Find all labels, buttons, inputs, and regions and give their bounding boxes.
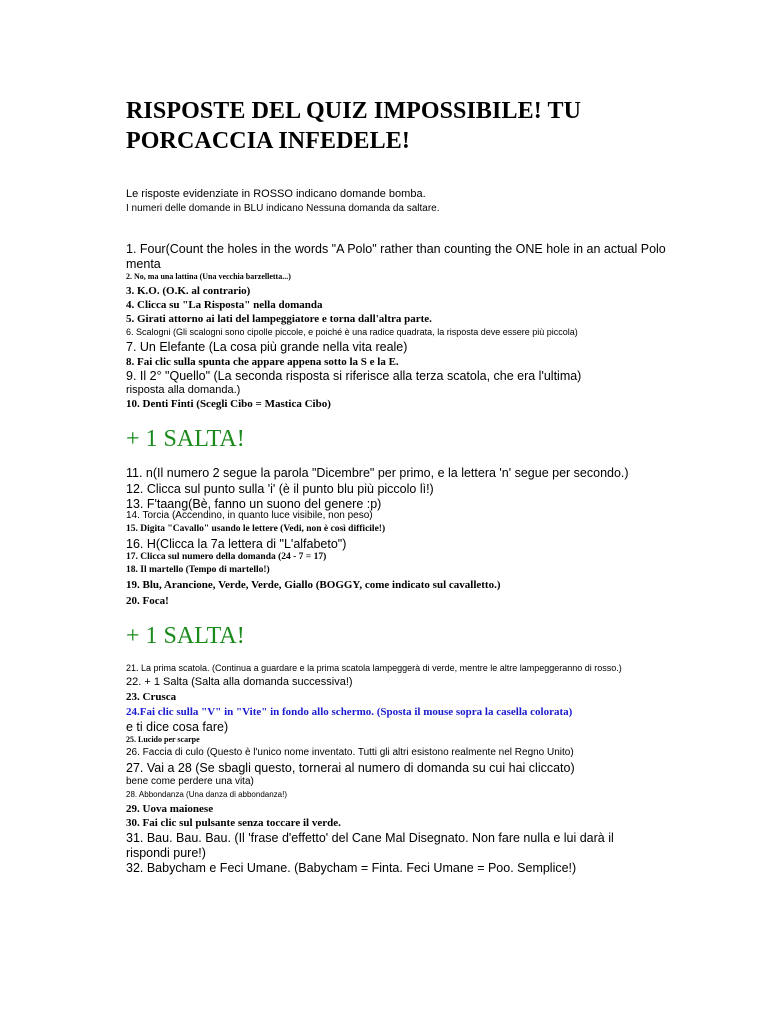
answer-line: 10. Denti Finti (Scegli Cibo = Mastica Cibo)	[126, 398, 331, 410]
document-title-line-2: PORCACCIA INFEDELE!	[126, 128, 410, 154]
answer-line: 11. n(Il numero 2 segue la parola "Dicembre" per primo, e la lettera 'n' segue per secondo.)	[126, 466, 629, 480]
answer-line: 2. No, ma una lattina (Una vecchia barzelletta...)	[126, 272, 291, 281]
answer-line: 14. Torcia (Accendino, in quanto luce visibile, non peso)	[126, 510, 373, 521]
intro-line: I numeri delle domande in BLU indicano Nessuna domanda da saltare.	[126, 203, 440, 214]
answer-line: 22. + 1 Salta (Salta alla domanda successiva!)	[126, 676, 353, 688]
answer-line: 18. Il martello (Tempo di martello!)	[126, 565, 270, 575]
answer-line: 8. Fai clic sulla spunta che appare appena sotto la S e la E.	[126, 356, 399, 368]
answer-line: 4. Clicca su "La Risposta" nella domanda	[126, 299, 323, 311]
answer-line: 21. La prima scatola. (Continua a guardare e la prima scatola lampeggerà di verde, mentre le altre lampeggeranno di rosso.)	[126, 663, 622, 673]
intro-line: Le risposte evidenziate in ROSSO indicano domande bomba.	[126, 188, 426, 200]
answer-line: 16. H(Clicca la 7a lettera di "L'alfabeto")	[126, 537, 347, 551]
answer-line: 28. Abbondanza (Una danza di abbondanza!)	[126, 790, 288, 799]
answer-line: 5. Girati attorno ai lati del lampeggiatore e torna dall'altra parte.	[126, 313, 432, 325]
answer-line: rispondi pure!)	[126, 846, 206, 860]
answer-line: e ti dice cosa fare)	[126, 720, 229, 734]
answer-line: 32. Babycham e Feci Umane. (Babycham = Finta. Feci Umane = Poo. Semplice!)	[126, 861, 577, 875]
answer-line: risposta alla domanda.)	[126, 384, 241, 396]
answer-line-highlighted: 24.Fai clic sulla "V" in "Vite" in fondo allo schermo. (Sposta il mouse sopra la casella colorata)	[126, 706, 573, 718]
document-title-line-1: RISPOSTE DEL QUIZ IMPOSSIBILE! TU	[126, 98, 581, 124]
answer-line: 7. Un Elefante (La cosa più grande nella vita reale)	[126, 340, 408, 354]
answer-line: 15. Digita "Cavallo" usando le lettere (Vedi, non è così difficile!)	[126, 524, 386, 534]
answer-line: 31. Bau. Bau. Bau. (Il 'frase d'effetto' del Cane Mal Disegnato. Non fare nulla e lui darà il	[126, 831, 614, 845]
answer-line: 25. Lucido per scarpe	[126, 735, 200, 744]
answer-line: 6. Scalogni (Gli scalogni sono cipolle piccole, e poiché è una radice quadrata, la risposta deve essere più piccola)	[126, 327, 578, 337]
answer-line: 9. Il 2° "Quello" (La seconda risposta si riferisce alla terza scatola, che era l'ultima)	[126, 369, 582, 383]
answer-line: 29. Uova maionese	[126, 803, 214, 815]
skip-heading: + 1 SALTA!	[126, 623, 245, 649]
answer-line: 26. Faccia di culo (Questo è l'unico nome inventato. Tutti gli altri esistono realmente nel Regno Unito)	[126, 747, 574, 758]
answer-line: 30. Fai clic sul pulsante senza toccare il verde.	[126, 817, 341, 829]
skip-heading: + 1 SALTA!	[126, 426, 245, 452]
answer-line: 13. F'taang(Bè, fanno un suono del genere :p)	[126, 497, 382, 511]
answer-line: 27. Vai a 28 (Se sbagli questo, tornerai al numero di domanda su cui hai cliccato)	[126, 761, 575, 775]
answer-line: 12. Clicca sul punto sulla 'i' (è il punto blu più piccolo lì!)	[126, 482, 434, 496]
answer-line: bene come perdere una vita)	[126, 776, 254, 787]
answer-line: 1. Four(Count the holes in the words "A Polo" rather than counting the ONE hole in an actual Polo	[126, 242, 666, 256]
answer-line: 19. Blu, Arancione, Verde, Verde, Giallo (BOGGY, come indicato sul cavalletto.)	[126, 579, 501, 591]
answer-line: 23. Crusca	[126, 691, 177, 703]
answer-line: 17. Clicca sul numero della domanda (24 - 7 = 17)	[126, 552, 327, 562]
answer-line: menta	[126, 257, 161, 271]
answer-line: 20. Foca!	[126, 595, 169, 607]
answer-line: 3. K.O. (O.K. al contrario)	[126, 285, 251, 297]
